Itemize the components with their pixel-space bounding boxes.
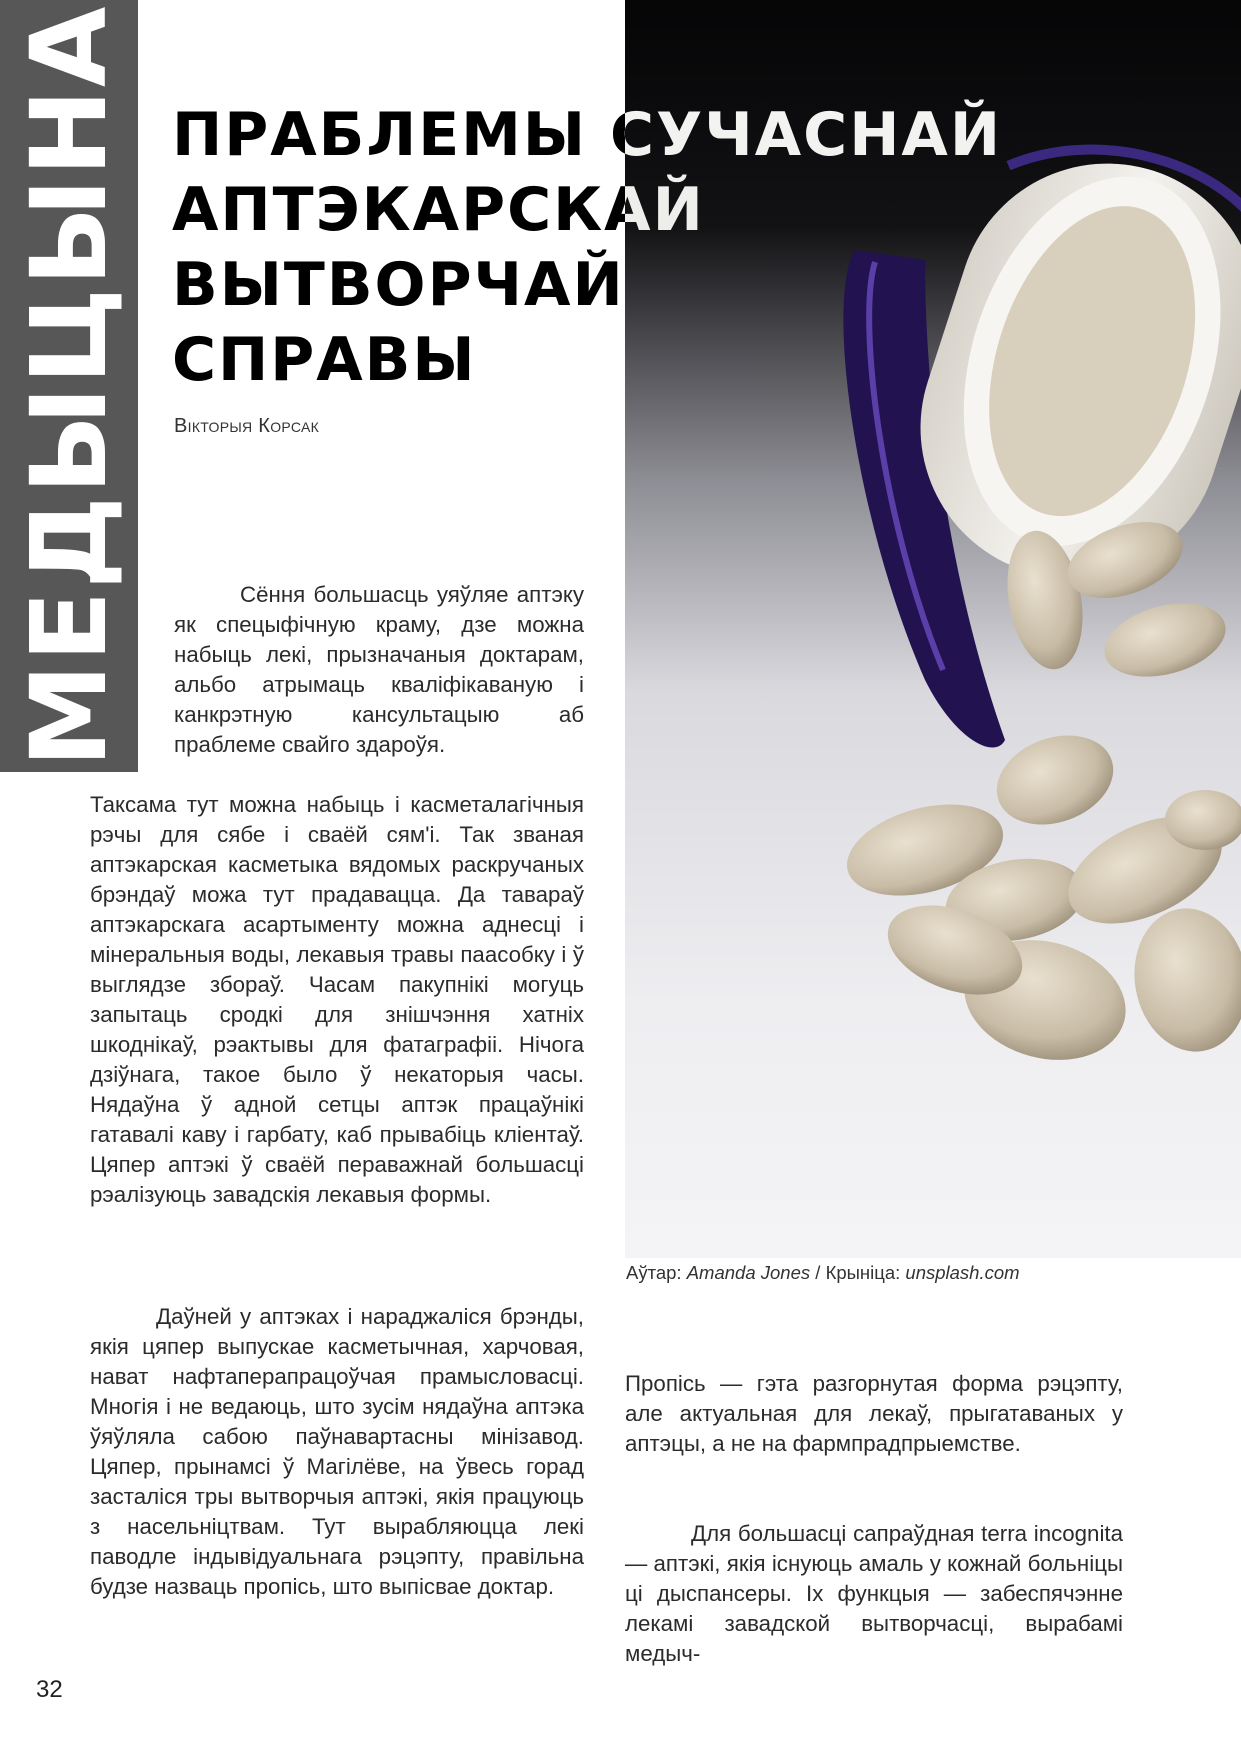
title-line-4: СПРАВЫ bbox=[172, 325, 477, 395]
title-line-3: ВЫТВОРЧАЙ bbox=[172, 250, 625, 320]
caption-separator: / bbox=[815, 1262, 821, 1283]
paragraph-3: Пропісь — гэта разгорнутая форма рэцэпту, але актуальная для лекаў, прыгатаваных у аптэцы, а не на фармпрадпрыемстве. bbox=[625, 1371, 1123, 1456]
title-line-1: ПРАБЛЕМЫ СУЧАСНАЙ bbox=[172, 100, 1003, 170]
caption-source: unsplash.com bbox=[905, 1262, 1020, 1283]
photo-caption bbox=[626, 1262, 1020, 1284]
paragraph-1-continued: Таксама тут можна набыць і касметалагічныя рэчы для сябе і сваёй сям'і. Так званая аптэкарская касметыка вядомых раскручаных брэндаў можа тут прадавацца. Да тавараў аптэкарскага асартыменту можна аднесці і мінеральныя воды, лекавыя травы паасобку і ў выглядзе збораў. Часам пакупнікі могуць запытаць сродкі для знішчэння хатніх шкоднікаў, рэактывы для фатаграфіі. Нічога дзіўнага, такое было ў некаторыя часы. Нядаўна ў адной сетцы аптэк працаўнікі гатавалі каву і гарбату, каб прывабіць кліентаў. Цяпер аптэкі ў сваёй пераважнай большасці рэалізуюць завадскія лекавыя формы. bbox=[90, 792, 584, 1207]
article-author: Вікторыя Корсак bbox=[174, 415, 320, 437]
title-line-2: АПТЭКАРСКАЙ bbox=[172, 175, 705, 245]
caption-author-label: Аўтар: bbox=[626, 1262, 682, 1283]
paragraph-1-lead: Сёння большасць уяўляе аптэку як спецыфічную краму, дзе можна набыць лекі, прызначаныя доктарам, альбо атрымаць кваліфікаваную і канкрэтную кансультацыю аб праблеме свайго здароўя. bbox=[174, 582, 584, 757]
article-title bbox=[172, 98, 1002, 398]
caption-source-label: Крыніца: bbox=[825, 1262, 901, 1283]
paragraph-4: Для большасці сапраўдная terra incognita — аптэкі, якія існуюць амаль у кожнай больніцы ці дыспансеры. Іх функцыя — забеспячэнне лекамі завадской вытворчасці, вырабамі медыч- bbox=[625, 1521, 1123, 1666]
caption-author: Amanda Jones bbox=[686, 1262, 811, 1283]
paragraph-2: Даўней у аптэках і нараджаліся брэнды, якія цяпер выпускае касметычная, харчовая, нават нафтаперапрацоўчая прамысловасці. Многія і не ведаюць, што зусім нядаўна аптэка ўяўляла сабою паўнавартасны мінізавод. Цяпер, прынамсі ў Магілёве, на ўвесь горад засталіся тры вытворчыя аптэкі, якія працуюць з насельніцтвам. Тут вырабляюцца лекі паводле індывідуальнага рэцэпту, правільна будзе назваць пропісь, што выпісвае доктар. bbox=[90, 1304, 584, 1599]
section-label: МЕДЫЦЫНА bbox=[8, 4, 130, 768]
page-number: 32 bbox=[36, 1676, 63, 1703]
section-tab bbox=[0, 0, 138, 772]
